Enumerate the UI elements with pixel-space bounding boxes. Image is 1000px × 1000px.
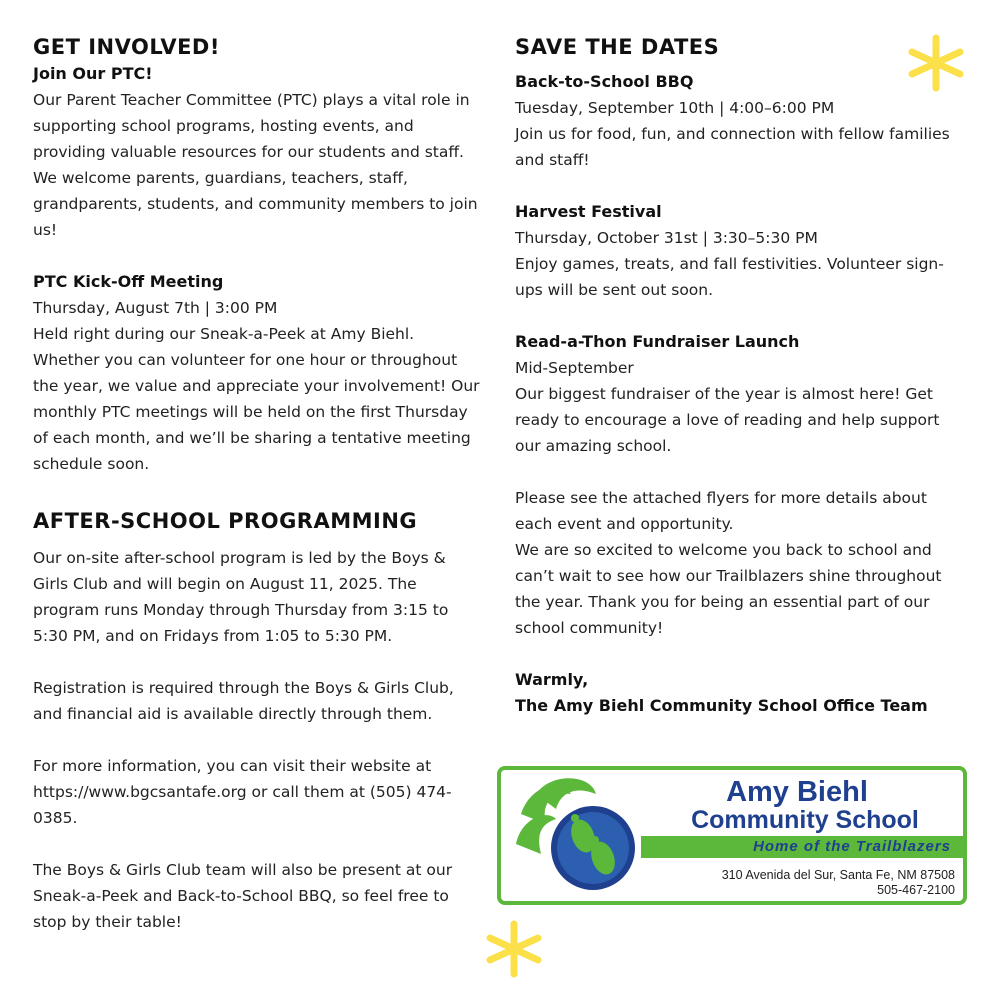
event-title: Back-to-School BBQ xyxy=(515,72,694,91)
after-school-heading: AFTER-SCHOOL PROGRAMMING xyxy=(33,509,418,533)
star-icon xyxy=(906,34,966,92)
event-title: Harvest Festival xyxy=(515,202,662,221)
kickoff-date: Thursday, August 7th | 3:00 PM xyxy=(33,299,278,317)
event-date: Thursday, October 31st | 3:30–5:30 PM xyxy=(515,229,818,247)
logo-school-name-line2: Community School xyxy=(691,806,919,834)
event-date: Mid-September xyxy=(515,359,634,377)
event-description: Join us for food, fun, and connection with fellow families and staff! xyxy=(515,125,950,169)
event-item xyxy=(515,69,965,173)
closing-paragraph-2: We are so excited to welcome you back to school and can’t wait to see how our Trailblazers shine throughout the year. Thank you for being an essential part of our school community! xyxy=(515,541,942,637)
event-item xyxy=(515,199,965,303)
event-title: Read-a-Thon Fundraiser Launch xyxy=(515,332,800,351)
event-item xyxy=(515,329,965,459)
right-column xyxy=(515,33,965,719)
save-the-dates-heading: SAVE THE DATES xyxy=(515,35,720,59)
logo-tagline: Home of the Trailblazers xyxy=(753,838,951,855)
event-description: Our biggest fundraiser of the year is almost here! Get ready to encourage a love of reading and help support our amazing school. xyxy=(515,385,940,455)
signoff-team: The Amy Biehl Community School Office Team xyxy=(515,696,928,715)
event-date: Tuesday, September 10th | 4:00–6:00 PM xyxy=(515,99,835,117)
ptc-body: Our Parent Teacher Committee (PTC) plays a vital role in supporting school programs, hosting events, and providing valuable resources for our students and staff. We welcome parents, guardians, teachers, staff, grandparents, students, and community members to join us! xyxy=(33,91,478,239)
left-column xyxy=(33,33,483,935)
star-icon xyxy=(484,920,544,978)
signoff: Warmly, xyxy=(515,670,589,689)
get-involved-heading: GET INVOLVED! xyxy=(33,35,220,59)
logo-address: 310 Avenida del Sur, Santa Fe, NM 87508 xyxy=(721,868,955,882)
logo-school-name: Amy Biehl xyxy=(726,776,868,808)
logo-address-block xyxy=(722,868,955,898)
after-school-para-2: Registration is required through the Boys & Girls Club, and financial aid is available directly through them. xyxy=(33,679,454,723)
after-school-para-4: The Boys & Girls Club team will also be present at our Sneak-a-Peek and Back-to-School BBQ, so feel free to stop by their table! xyxy=(33,861,453,931)
logo-phone: 505-467-2100 xyxy=(877,883,955,897)
closing-paragraph-1: Please see the attached flyers for more details about each event and opportunity. xyxy=(515,489,927,533)
logo-tagline-band xyxy=(641,836,963,858)
after-school-para-3: For more information, you can visit their website at https://www.bgcsantafe.org or call them at (505) 474-0385. xyxy=(33,757,452,827)
kickoff-title: PTC Kick-Off Meeting xyxy=(33,272,224,291)
footprint-globe-icon xyxy=(511,774,641,898)
after-school-para-1: Our on-site after-school program is led by the Boys & Girls Club and will begin on August 11, 2025. The program runs Monday through Thursday from 3:15 to 5:30 PM, and on Fridays from 1:05 to 5:30 PM. xyxy=(33,549,449,645)
event-description: Enjoy games, treats, and fall festivities. Volunteer sign-ups will be sent out soon. xyxy=(515,255,944,299)
kickoff-body: Held right during our Sneak-a-Peek at Amy Biehl. Whether you can volunteer for one hour or throughout the year, we value and appreciate your involvement! Our monthly PTC meetings will be held on the first Thursday of each month, and we’ll be sharing a tentative meeting schedule soon. xyxy=(33,325,480,473)
school-logo-card xyxy=(497,766,967,905)
ptc-title: Join Our PTC! xyxy=(33,64,153,83)
